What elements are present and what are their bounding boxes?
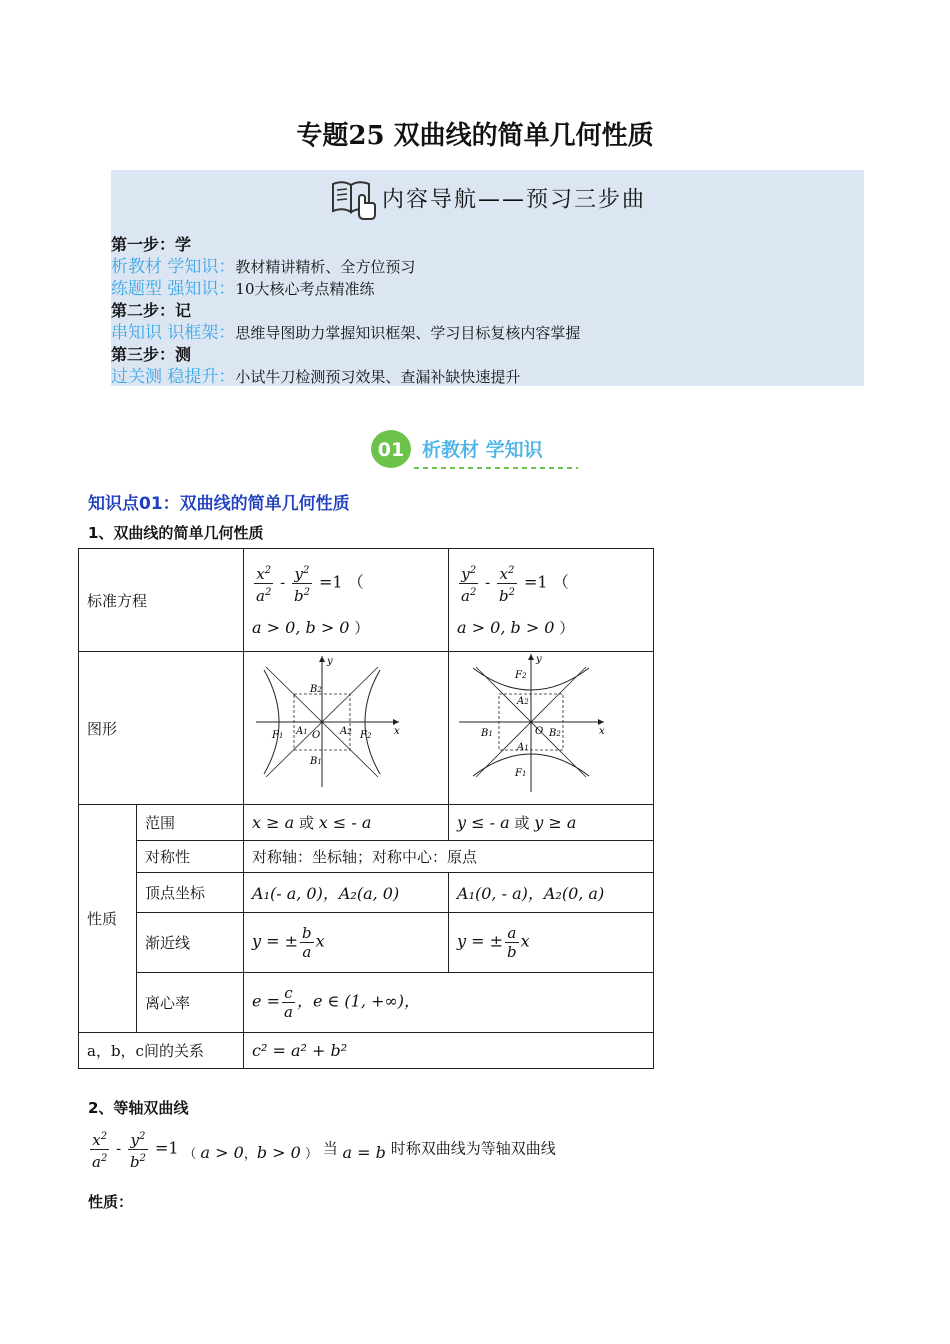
nav-heading-text: 内容导航——预习三步曲 (382, 187, 647, 213)
horizontal-hyperbola-figure (244, 652, 449, 800)
label-eccentricity: 离心率 (137, 973, 244, 1033)
graph-vertical-cell (449, 652, 654, 805)
svg-text:x: x (394, 726, 400, 737)
svg-text:A1: A1 (296, 726, 308, 737)
relation-value: c² = a² + b² (244, 1033, 654, 1069)
row-vertex (79, 873, 654, 913)
equation-horizontal: $\frac{x^2}{a^2}$ - $\frac{y^2}{b^2}$ =1 （ a > 0, b > 0 ） (244, 549, 449, 652)
knowledge-point-title: 知识点01：双曲线的简单几何性质 (88, 494, 350, 514)
properties-label: 性质： (88, 1193, 134, 1211)
row-eccentricity (79, 973, 654, 1033)
content-navigation (111, 170, 864, 386)
svg-text:y: y (536, 654, 542, 665)
section-badge (370, 428, 580, 472)
step1: 第一步：学 (111, 235, 192, 254)
subsection-1: 1、双曲线的简单几何性质 (88, 524, 264, 542)
vertical-hyperbola-figure (449, 652, 654, 800)
label-properties: 性质 (79, 805, 137, 1033)
label-standard-equation: 标准方程 (79, 549, 244, 652)
svg-text:F1: F1 (272, 730, 284, 741)
svg-text:F2: F2 (515, 670, 527, 681)
book-hand-icon (329, 176, 377, 220)
svg-text:B2: B2 (549, 728, 561, 739)
section-badge-graphic (370, 428, 580, 472)
svg-text:x: x (599, 726, 605, 737)
section-number: 01 (377, 439, 405, 461)
label-symmetry: 对称性 (137, 841, 244, 873)
svg-text:A1: A1 (517, 742, 529, 753)
nav-line-2: 练题型 强知识：10大核心考点精准练 (111, 279, 375, 299)
step3: 第三步：测 (111, 345, 192, 364)
svg-text:O: O (312, 730, 321, 741)
label-range: 范围 (137, 805, 244, 841)
nav-heading (111, 176, 864, 222)
asymptote-vertical: y = ± $\frac{a}{b}$ x (449, 913, 654, 973)
equiaxial-definition: $\frac{x^2}{a^2}$ - $\frac{y^2}{b^2}$ =1 （ a > 0，b > 0 ） 当 a = b 时称双曲线为等轴双曲线 (88, 1128, 556, 1171)
svg-text:B1: B1 (481, 728, 493, 739)
hyperbola-properties-table (78, 548, 654, 1069)
nav-line-1: 析教材 学知识：教材精讲精析、全方位预习 (111, 257, 416, 277)
nav-line-3: 串知识 识框架：思维导图助力掌握知识框架、学习目标复核内容掌握 (111, 323, 581, 343)
eccentricity-value: e = $\frac{c}{a}$ ，e ∈ (1, +∞)， (244, 973, 654, 1033)
row-symmetry (79, 841, 654, 873)
vertex-horizontal: A₁(- a, 0)，A₂(a, 0) (244, 873, 449, 913)
page-title: 专题25 双曲线的简单几何性质 (296, 121, 654, 151)
svg-text:y: y (327, 656, 333, 667)
svg-text:F2: F2 (360, 730, 372, 741)
svg-text:A2: A2 (517, 696, 529, 707)
label-relation: a，b，c间的关系 (79, 1033, 244, 1069)
label-vertex: 顶点坐标 (137, 873, 244, 913)
row-range (79, 805, 654, 841)
section-label: 析教材 学知识 (422, 439, 543, 461)
subsection-2: 2、等轴双曲线 (88, 1099, 189, 1117)
label-graph: 图形 (79, 652, 244, 805)
row-asymptote (79, 913, 654, 973)
equation-vertical: $\frac{y^2}{a^2}$ - $\frac{x^2}{b^2}$ =1 （ a > 0, b > 0 ） (449, 549, 654, 652)
row-standard-equation (79, 549, 654, 652)
symmetry-value: 对称轴：坐标轴；对称中心：原点 (244, 841, 654, 873)
svg-text:O: O (535, 726, 544, 737)
row-relation (79, 1033, 654, 1069)
svg-text:A2: A2 (340, 726, 352, 737)
asymptote-horizontal: y = ± $\frac{b}{a}$ x (244, 913, 449, 973)
svg-text:F1: F1 (515, 768, 527, 779)
range-horizontal: x ≥ a 或 x ≤ - a (244, 805, 449, 841)
step2: 第二步：记 (111, 301, 192, 320)
svg-text:B2: B2 (310, 684, 322, 695)
label-asymptote: 渐近线 (137, 913, 244, 973)
graph-horizontal-cell (244, 652, 449, 805)
row-graph (79, 652, 654, 805)
svg-text:B1: B1 (310, 756, 322, 767)
range-vertical: y ≤ - a 或 y ≥ a (449, 805, 654, 841)
vertex-vertical: A₁(0, - a)，A₂(0, a) (449, 873, 654, 913)
nav-line-4: 过关测 稳提升：小试牛刀检测预习效果、查漏补缺快速提升 (111, 367, 521, 387)
